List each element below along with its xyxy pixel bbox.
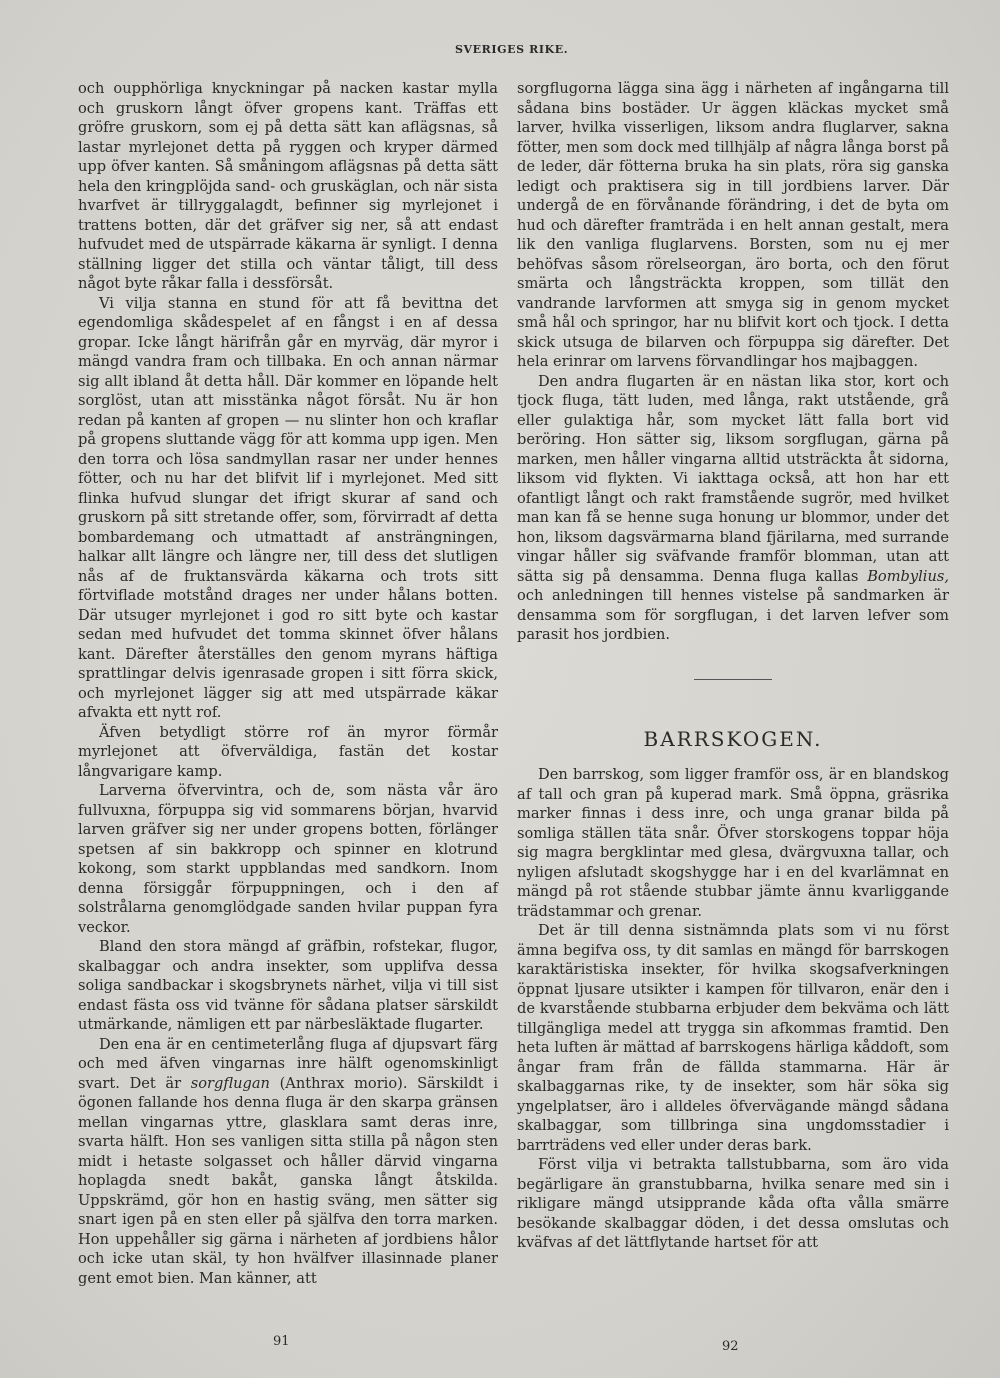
paragraph: sorgflugorna lägga sina ägg i närheten af ingångarna till sådana bins bostäder. Ur äggen kläckas mycket små larver, hvilka visserligen, liksom andra fluglarver, sakna fötter, men som dock med tillhjälp af några långa borst på de leder, där fötterna bruka ha sin plats, röra sig ganska ledigt och praktisera sig in till jordbiens larver. Där undergå de en förvånande förändring, i det de byta om hud och därefter framträda i en helt annan gestalt, mera lik den vanliga fluglarvens. Borsten, som nu ej mer behöfvas såsom rörelseorgan, äro borta, och den förut smärta och långsträckta kroppen, som tillät den vandrande larvformen att smyga sig in genom mycket små hål och springor, har nu blifvit kort och tjock. I detta skick utsuga de bilarven och förpuppa sig därefter. Det hela erinrar om larvens förvandlingar hos majbaggen.: [517, 80, 949, 370]
paragraph: [517, 372, 949, 645]
species-name-italic: Bombylius,: [867, 567, 949, 585]
paragraph: Den barrskog, som ligger framför oss, är en blandskog af tall och gran på kuperad mark. Små öppna, gräsrika marker finnas i dess inre, och unga granar bilda på somliga ställen täta snår. Öfver storskogens toppar höja sig magra bergklintar med glesa, dvärgvuxna tallar, och nyligen afslutadt skogshygge har i en del kvarlämnat en mängd på rot stående stubbar jämte ännu kvarliggande trädstammar och grenar.: [517, 766, 949, 920]
paragraph: och oupphörliga knyckningar på nacken kastar mylla och gruskorn långt öfver gropens kant. Träffas ett gröfre gruskorn, som ej på detta sätt kan aflägsnas, så lastar myrlejonet detta på ryggen och kryper därmed upp öfver kanten. Så småningom aflägsnas på detta sätt hela den kringplöjda sand- och gruskäglan, och när sista hvarfvet är tillryggalagdt, befinner sig myrlejonet i trattens botten, där det gräfver sig ner, så att endast hufvudet med de utspärrade käkarna är synligt. I denna ställning ligger det stilla och väntar tåligt, till dess något byte råkar falla i dessförsåt.: [78, 80, 498, 292]
text-run: Den andra flugarten är en nästan lika stor, kort och tjock fluga, tätt luden, med långa, rakt utstående, grå eller gulaktiga hår, som mycket lätt falla bort vid beröring. Hon sätter sig, liksom sorgflugan, gärna på marken, men håller vingarna alltid utsträckta åt sidorna, liksom vid flykten. Vi iakttaga också, att hon har ett ofantligt långt och rakt framstående sugrör, med hvilket man kan få se henne suga honung ur blommor, under det hon, liksom dagsvärmarna bland fjärilarna, med surrande vingar håller sig sväfvande framför blomman, utan att sätta sig på densamma. Denna fluga kallas: [517, 372, 949, 585]
paragraph: Larverna öfvervintra, och de, som nästa vår äro fullvuxna, förpuppa sig vid sommarens början, hvarvid larven gräfver sig ner under gropens botten, förlänger spetsen af sin bakkropp och spinner en klotrund kokong, som starkt uppblandas med sandkorn. Inom denna försiggår förpuppningen, och i den af solstrålarna genomglödgade sanden hvilar puppan fyra veckor.: [78, 782, 498, 936]
paragraph: Vi vilja stanna en stund för att få bevittna det egendomliga skådespelet af en fångst i en af dessa gropar. Icke långt härifrån går en myrväg, där myror i mängd vandra fram och tillbaka. En och annan närmar sig allt ibland åt detta håll. Där kommer en löpande helt sorglöst, utan att misstänka något försåt. Nu är hon redan på kanten af gropen — nu slinter hon och kraflar på gropens sluttande vägg för att komma upp igen. Men den torra och lösa sandmyllan rasar ner under hennes fötter, och nu har det blifvit lif i myrlejonet. Med sitt flinka hufvud slungar det ifrigt skurar af sand och gruskorn på sitt stretande offer, som, förvirradt af detta bombardemang och utmattadt af ansträngningen, halkar allt längre och längre ner, till dess det slutligen nås af de fruktansvärda käkarna och trots sitt förtviflade motstånd drages ner under hålans botten. Där utsuger myrlejonet i god ro sitt byte och kastar sedan med hufvudet det tomma skinnet öfver hålans kant. Därefter återställes den genom myrans häftiga sprattlingar delvis igenrasade gropen i sitt förra skick, och myrlejonet lägger sig att med utspärrade käkar afvakta ett nytt rof.: [78, 294, 498, 721]
paragraph: Det är till denna sistnämnda plats som vi nu först ämna begifva oss, ty dit samlas en mängd för barrskogen karaktäristiska insekter, för hvilka skogsafverkningen öppnat ljusare utsikter i kampen för tillvaron, enär den i de kvarstående stubbarna erbjuder dem bekväma och lätt tillgängliga medel att trygga sin afkommas framtid. Den heta luften är mättad af barrskogens härliga kåddoft, som ångar fram från de fällda stammarna. Här är skalbaggarnas rike, ty de insekter, som här söka sig yngelplatser, äro i alldeles öfvervägande mängd sådana skalbaggar, som tillbringa sina ungdomsstadier i barrträdens ved eller under deras bark.: [517, 922, 949, 1154]
paragraph: Äfven betydligt större rof än myror förmår myrlejonet att öfverväldiga, fastän det kostar långvarigare kamp.: [78, 723, 498, 780]
page-number-right: 92: [722, 1339, 739, 1354]
paragraph: [78, 1035, 498, 1289]
running-head: SVERIGES RIKE.: [455, 43, 569, 56]
species-name-italic: sorgflugan: [190, 1074, 270, 1092]
right-column: [517, 79, 949, 1253]
section-divider: [694, 679, 772, 680]
text-run: Den ena är en centimeterlång fluga af djupsvart färg och med äfven vingarnas inre hälft ogenomskinligt svart. Det är: [78, 1035, 498, 1092]
page-number-left: 91: [273, 1334, 290, 1349]
text-run: och anledningen till hennes vistelse på sandmarken är densamma som för sorgflugan, i det larven lefver som parasit hos jordbien.: [517, 587, 949, 643]
text-run: (Anthrax morio). Särskildt i ögonen fallande hos denna fluga är den skarpa gränsen mellan vingarnas yttre, glasklara samt deras inre, svarta hälft. Hon ses vanligen sitta stilla på någon sten midt i hetaste solgasset och håller därvid vingarna hoplagda snedt bakåt, ganska långt åtskilda. Uppskrämd, gör hon en hastig sväng, men sätter sig snart igen på en sten eller på själfva den torra marken. Hon uppehåller sig gärna i närheten af jordbiens hålor och icke utan skäl, ty hon hvälfver illasinnade planer gent emot bien. Man känner, att: [78, 1074, 498, 1287]
section-title: BARRSKOGEN.: [643, 726, 823, 751]
left-column: [78, 79, 498, 1288]
paragraph: Bland den stora mängd af gräfbin, rofstekar, flugor, skalbaggar och andra insekter, som upplifva dessa soliga sandbackar i skogsbrynets närhet, vilja vi till sist endast fästa oss vid tvänne för sådana platser särskildt utmärkande, nämligen ett par närbesläktade flugarter.: [78, 938, 498, 1033]
paragraph: Först vilja vi betrakta tallstubbarna, som äro vida begärligare än granstubbarna, hvilka senare med sin i rikligare mängd utsipprande kåda ofta vålla smärre besökande skalbaggar döden, i det dessa omslutas och kväfvas af det lättflytande hartset för att: [517, 1156, 949, 1251]
